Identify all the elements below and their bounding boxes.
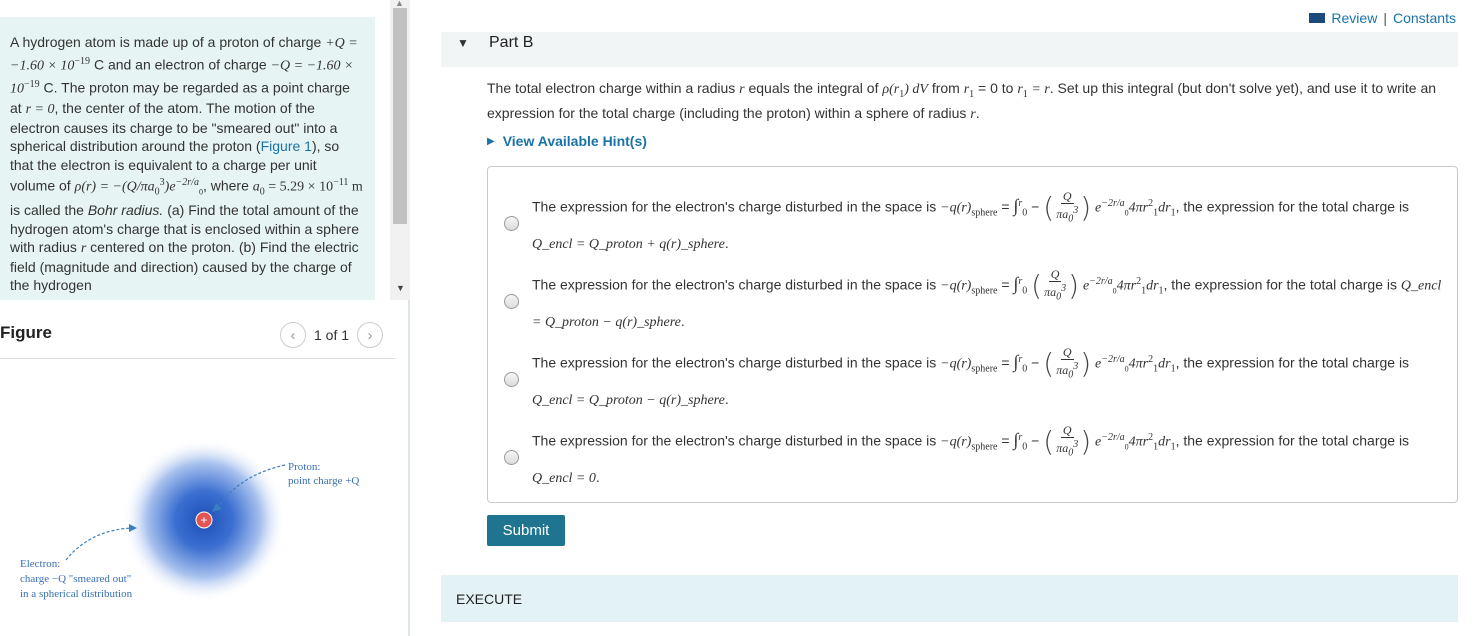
math-r: r	[80, 240, 87, 256]
expand-icon[interactable]: ▶	[487, 135, 495, 147]
option-lead: The expression for the electron's charge disturbed in the space is	[532, 432, 937, 449]
electron-charge-value: −Q = −1.60 × 10	[10, 58, 354, 97]
radio-button[interactable]	[504, 294, 519, 309]
denominator: πa	[1056, 441, 1069, 456]
paren-icon: )	[1080, 346, 1092, 380]
math: −	[1027, 198, 1040, 215]
integral-icon: ∫	[1013, 273, 1019, 294]
math: =	[997, 432, 1014, 449]
problem-text: A hydrogen atom is made up of a proton of charge	[10, 34, 322, 50]
next-figure-button[interactable]: ›	[357, 322, 383, 348]
math: −q(r)	[940, 356, 972, 372]
figure-page-count: 1 of 1	[314, 327, 350, 343]
subscript: sphere	[971, 363, 998, 375]
superscript: −2r/a	[1101, 432, 1125, 443]
prev-figure-button[interactable]: ‹	[280, 322, 306, 348]
fraction	[1056, 346, 1078, 381]
total-expression: Q_encl = Q_proton − q(r)_sphere	[532, 278, 1442, 331]
answer-option[interactable]	[504, 345, 1444, 416]
math: dr	[1146, 278, 1159, 294]
subscript: 1	[1153, 207, 1159, 219]
proton-symbol: +	[200, 513, 208, 527]
collapse-icon[interactable]: ▼	[457, 36, 469, 50]
superscript: −2r/a	[1101, 198, 1125, 209]
subscript: sphere	[971, 441, 998, 453]
paren-icon: (	[1043, 190, 1055, 224]
paren-icon: (	[1043, 346, 1055, 380]
math: −q(r)	[940, 278, 972, 294]
subscript: 1	[1141, 285, 1147, 297]
math: =	[997, 276, 1014, 293]
fraction	[1056, 424, 1078, 459]
option-lead: The expression for the electron's charge disturbed in the space is	[532, 198, 937, 215]
subscript: 1	[1153, 441, 1159, 453]
superscript: 3	[159, 176, 165, 188]
execute-section[interactable]	[441, 575, 1458, 622]
rho-expression-end: )e	[164, 179, 176, 195]
review-icon	[1309, 13, 1325, 23]
subscript: 1	[969, 88, 975, 100]
integral-icon: ∫	[1013, 195, 1019, 216]
denominator: πa	[1044, 285, 1057, 300]
question-part: from	[931, 80, 960, 96]
fraction	[1044, 268, 1066, 303]
review-constants-links	[1309, 10, 1456, 26]
option-mid: , the expression for the total charge is	[1175, 354, 1410, 371]
problem-text: C and an electron of charge	[93, 56, 267, 73]
exponent: −19	[74, 56, 91, 68]
subscript: 0	[1124, 364, 1129, 374]
answer-option[interactable]	[504, 189, 1444, 260]
left-panel	[0, 0, 410, 636]
math: −	[1027, 354, 1040, 371]
scroll-down-icon[interactable]: ▼	[396, 283, 405, 293]
figure-pager	[280, 322, 383, 348]
problem-text: , where	[202, 177, 249, 194]
problem-text: , the center of the atom. The motion of the electron causes its charge to be "smeared out" into a spherical distribution around the proton (	[10, 99, 338, 155]
question-part: = 0 to	[974, 80, 1014, 96]
superscript: 2	[1148, 432, 1154, 443]
subscript: 0	[1068, 213, 1074, 225]
electron-label: charge −Q "smeared out"	[20, 573, 132, 585]
proton-label: Proton:	[288, 461, 321, 473]
bohr-radius-term: Bohr radius.	[87, 202, 164, 219]
numerator: Q	[1062, 189, 1072, 204]
math: =	[997, 198, 1014, 215]
part-label[interactable]: Part B	[489, 34, 534, 51]
subscript: 1	[1170, 207, 1176, 219]
integral-icon: ∫	[1013, 351, 1019, 372]
part-header[interactable]	[441, 32, 1458, 67]
option-mid: , the expression for the total charge is	[1175, 432, 1410, 449]
question-text	[487, 79, 1457, 124]
option-tail: .	[724, 235, 729, 252]
option-text[interactable]	[532, 267, 1444, 338]
superscript: −2r/a	[1089, 276, 1113, 287]
submit-button[interactable]: Submit	[487, 515, 565, 546]
option-text[interactable]	[532, 345, 1444, 416]
electron-label: Electron:	[20, 558, 61, 570]
bohr-value: = 5.29 × 10	[264, 179, 334, 195]
superscript: 2	[1136, 276, 1142, 287]
subscript: 1	[1170, 441, 1176, 453]
integral-icon: ∫	[1013, 429, 1019, 450]
scrollbar-thumb[interactable]	[393, 8, 407, 224]
answer-options	[487, 166, 1458, 503]
subscript: 0	[1124, 208, 1129, 218]
problem-text: centered on the proton. (b) Find the electric field (magnitude and direction) caused by the charge of the hydrogen	[10, 238, 359, 294]
subscript: 0	[1022, 363, 1028, 375]
superscript: 3	[1073, 439, 1079, 451]
exponent: −19	[24, 79, 40, 91]
subscript: 0	[1068, 369, 1074, 381]
math: 4πr	[1128, 434, 1149, 450]
numerator: Q	[1050, 267, 1060, 282]
subscript: 1	[1022, 88, 1028, 100]
superscript: 3	[1073, 205, 1079, 217]
math: e	[1095, 434, 1102, 450]
subscript: 0	[1022, 441, 1028, 453]
option-tail: .	[680, 313, 685, 330]
math-r: r	[739, 82, 745, 97]
subscript: 0	[198, 187, 203, 197]
superscript: 2	[1148, 354, 1154, 365]
math: −q(r)	[940, 200, 972, 216]
answer-option[interactable]	[504, 267, 1444, 338]
option-lead: The expression for the electron's charge disturbed in the space is	[532, 276, 937, 293]
problem-text: C. The proton may be regarded as a point charge at	[10, 79, 350, 116]
math-dv: ) dV	[904, 82, 928, 97]
electron-arrow	[66, 528, 132, 560]
math: 4πr	[1128, 356, 1149, 372]
math-r-zero: r = 0	[25, 101, 55, 117]
math: dr	[1158, 434, 1171, 450]
rho-expression: ρ(r) = −(Q/πa	[74, 179, 155, 195]
paren-icon: )	[1068, 268, 1080, 302]
superscript: 3	[1073, 361, 1079, 373]
proton-charge-value: +Q = −1.60 × 10	[10, 36, 358, 74]
denominator: πa	[1056, 207, 1069, 222]
subscript: sphere	[971, 285, 998, 297]
math-r1: r	[963, 82, 970, 97]
execute-label[interactable]: EXECUTE	[456, 591, 523, 607]
figure-link[interactable]: Figure 1	[260, 138, 312, 155]
option-mid: , the expression for the total charge is	[1163, 276, 1397, 293]
problem-statement	[0, 17, 375, 300]
math: e	[1095, 200, 1102, 216]
subscript: 0	[1124, 442, 1129, 452]
answer-option[interactable]	[504, 423, 1444, 494]
question-part: . Set up this integral (but don't solve yet), and use it to write an expression for the total charge (including the proton) within a sphere of radius	[487, 80, 1437, 121]
subscript: 1	[1158, 285, 1164, 297]
question-part: .	[975, 104, 980, 121]
math: =	[997, 354, 1014, 371]
numerator: Q	[1062, 423, 1072, 438]
superscript: r	[1018, 354, 1023, 365]
option-text[interactable]	[532, 189, 1444, 260]
separator: |	[1383, 10, 1387, 26]
divider	[0, 358, 395, 359]
problem-scrollbar[interactable]	[390, 0, 410, 300]
question-part: equals the integral of	[748, 80, 879, 96]
option-tail: .	[595, 469, 600, 486]
view-hints-link[interactable]	[487, 133, 647, 149]
math: −q(r)	[940, 434, 972, 450]
denominator: πa	[1056, 363, 1069, 378]
option-tail: .	[724, 391, 729, 408]
problem-text: (a) Find the total amount of the hydrogen atom's charge that is enclosed within a sphere with radius	[10, 202, 359, 255]
subscript: 1	[1153, 363, 1159, 375]
superscript: 3	[1061, 283, 1067, 295]
total-expression: Q_encl = Q_proton + q(r)_sphere	[532, 237, 725, 253]
superscript: −2r/a	[1101, 354, 1125, 365]
radio-button[interactable]	[504, 372, 519, 387]
constants-link[interactable]: Constants	[1392, 10, 1456, 26]
subscript: 1	[899, 88, 905, 100]
total-expression: Q_encl = Q_proton − q(r)_sphere	[532, 393, 725, 409]
subscript: 0	[1022, 207, 1028, 219]
math: e	[1082, 278, 1090, 294]
math: dr	[1158, 200, 1171, 216]
hydrogen-atom-figure	[0, 360, 408, 636]
superscript: r	[1018, 432, 1023, 443]
electron-label: in a spherical distribution	[20, 588, 133, 600]
option-text[interactable]	[532, 423, 1444, 494]
subscript: 0	[1056, 291, 1062, 303]
review-link[interactable]: Review	[1331, 10, 1378, 26]
question-part: The total electron charge within a radius	[487, 80, 736, 96]
unit: m	[348, 179, 363, 195]
option-lead: The expression for the electron's charge disturbed in the space is	[532, 354, 937, 371]
math: 4πr	[1116, 278, 1137, 294]
problem-text: is called the	[10, 202, 88, 219]
subscript: 1	[1170, 363, 1176, 375]
radio-button[interactable]	[504, 216, 519, 231]
math: dr	[1158, 356, 1171, 372]
proton-label: point charge +Q	[288, 475, 360, 487]
math-r1: r	[1017, 82, 1023, 97]
math-r: r	[970, 106, 976, 122]
exponent: −11	[333, 176, 349, 188]
paren-icon: (	[1043, 424, 1055, 458]
total-expression: Q_encl = 0	[532, 471, 596, 487]
subscript: sphere	[971, 207, 998, 219]
math: −	[1027, 432, 1040, 449]
paren-icon: )	[1080, 424, 1092, 458]
radio-button[interactable]	[504, 450, 519, 465]
superscript: r	[1018, 276, 1023, 287]
math-rho: ρ(r	[882, 82, 900, 97]
subscript: 0	[259, 186, 265, 198]
scroll-up-icon[interactable]: ▲	[395, 0, 404, 8]
math: 4πr	[1128, 200, 1149, 216]
problem-text: ), so that the electron is equivalent to a charge per unit volume of	[10, 138, 340, 194]
bohr-symbol: a	[252, 179, 260, 195]
math-r: = r	[1027, 82, 1050, 97]
subscript: 0	[1022, 285, 1028, 297]
hint-label[interactable]: View Available Hint(s)	[502, 133, 647, 149]
subscript: 0	[1112, 286, 1117, 296]
superscript: r	[1018, 198, 1023, 209]
figure-title: Figure	[0, 323, 52, 342]
paren-icon: )	[1080, 190, 1092, 224]
fraction	[1056, 190, 1078, 225]
exponent: −2r/a	[175, 176, 199, 188]
math: e	[1095, 356, 1102, 372]
option-mid: , the expression for the total charge is	[1175, 198, 1410, 215]
superscript: 2	[1148, 198, 1154, 209]
numerator: Q	[1062, 345, 1072, 360]
subscript: 0	[1068, 447, 1074, 459]
subscript: 0	[154, 186, 160, 198]
paren-icon: (	[1031, 268, 1043, 302]
